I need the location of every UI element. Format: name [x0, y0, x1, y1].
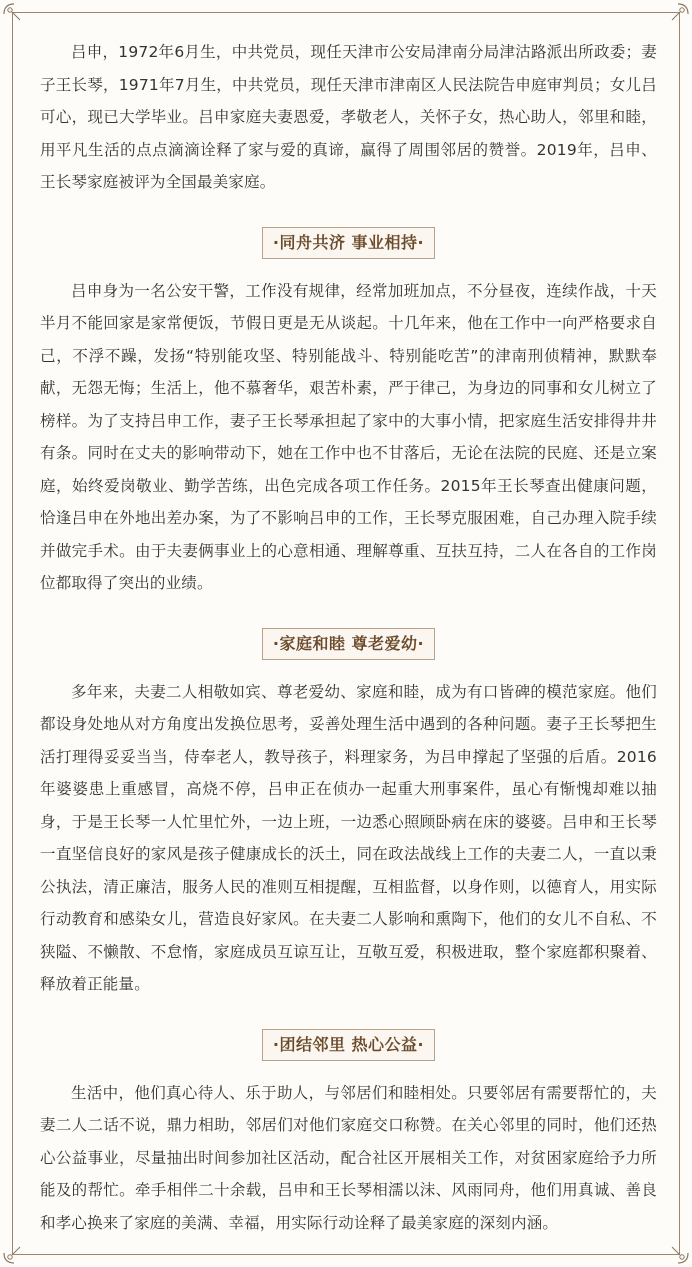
section-heading-wrap [40, 628, 657, 660]
corner-ornament-icon [0, 1239, 28, 1267]
section-heading-neighbors: ·团结邻里 热心公益· [262, 1029, 435, 1061]
article-content [40, 36, 657, 1239]
section-heading-family: ·家庭和睦 尊老爱幼· [262, 628, 435, 660]
corner-ornament-icon [0, 0, 28, 28]
corner-ornament-icon [664, 1239, 692, 1267]
section-heading-career: ·同舟共济 事业相持· [262, 227, 435, 259]
intro-paragraph: 吕申，1972年6月生，中共党员，现任天津市公安局津南分局津沽路派出所政委；妻子王长琴，1971年7月生，中共党员，现任天津市津南区人民法院告申庭审判员；女儿吕可心，现已大学毕业。吕申家庭夫妻恩爱，孝敬老人，关怀子女，热心助人，邻里和睦，用平凡生活的点点滴滴诠释了家与爱的真谛，赢得了周围邻居的赞誉。2019年，吕申、王长琴家庭被评为全国最美家庭。 [40, 43, 657, 191]
section-body-neighbors: 生活中，他们真心待人、乐于助人，与邻居们和睦相处。只要邻居有需要帮忙的，夫妻二人二话不说，鼎力相助，邻居们对他们家庭交口称赞。在关心邻里的同时，他们还热心公益事业，尽量抽出时间参加社区活动，配合社区开展相关工作，对贫困家庭给予力所能及的帮忙。牵手相伴二十余载，吕申和王长琴相濡以沫、风雨同舟，他们用真诚、善良和孝心换来了家庭的美满、幸福，用实际行动诠释了最美家庭的深刻内涵。 [40, 1083, 657, 1232]
section-body-career: 吕申身为一名公安干警，工作没有规律，经常加班加点，不分昼夜，连续作战，十天半月不能回家是家常便饭，节假日更是无从谈起。十几年来，他在工作中一向严格要求自己，不浮不躁，发扬“特别能攻坚、特别能战斗、特别能吃苦”的津南刑侦精神，默默奉献，无怨无悔；生活上，他不慕奢华，艰苦朴素，严于律己，为身边的同事和女儿树立了榜样。为了支持吕申工作，妻子王长琴承担起了家中的大事小情，把家庭生活安排得井井有条。同时在丈夫的影响带动下，她在工作中也不甘落后，无论在法院的民庭、还是立案庭，始终爱岗敬业、勤学苦练，出色完成各项工作任务。2015年王长琴查出健康问题，恰逢吕申在外地出差办案，为了不影响吕申的工作，王长琴克服困难，自己办理入院手续并做完手术。由于夫妻俩事业上的心意相通、理解尊重、互扶互持，二人在各自的工作岗位都取得了突出的业绩。 [40, 281, 657, 592]
section-heading-wrap [40, 1029, 657, 1061]
section-heading-wrap [40, 227, 657, 259]
corner-ornament-icon [664, 0, 692, 28]
section-body-family: 多年来，夫妻二人相敬如宾、尊老爱幼、家庭和睦，成为有口皆碑的模范家庭。他们都设身处地从对方角度出发换位思考，妥善处理生活中遇到的各种问题。妻子王长琴把生活打理得妥妥当当，侍奉老人，教导孩子，料理家务，为吕申撑起了坚强的后盾。2016年婆婆患上重感冒，高烧不停，吕申正在侦办一起重大刑事案件，虽心有惭愧却难以抽身，于是王长琴一人忙里忙外，一边上班，一边悉心照顾卧病在床的婆婆。吕申和王长琴一直坚信良好的家风是孩子健康成长的沃土，同在政法战线上工作的夫妻二人，一直以秉公执法，清正廉洁，服务人民的准则互相提醒，互相监督，以身作则，以德育人，用实际行动教育和感染女儿，营造良好家风。在夫妻二人影响和熏陶下，他们的女儿不自私、不狭隘、不懒散、不怠惰，家庭成员互谅互让，互敬互爱，积极进取，整个家庭都积聚着、释放着正能量。 [40, 682, 657, 993]
